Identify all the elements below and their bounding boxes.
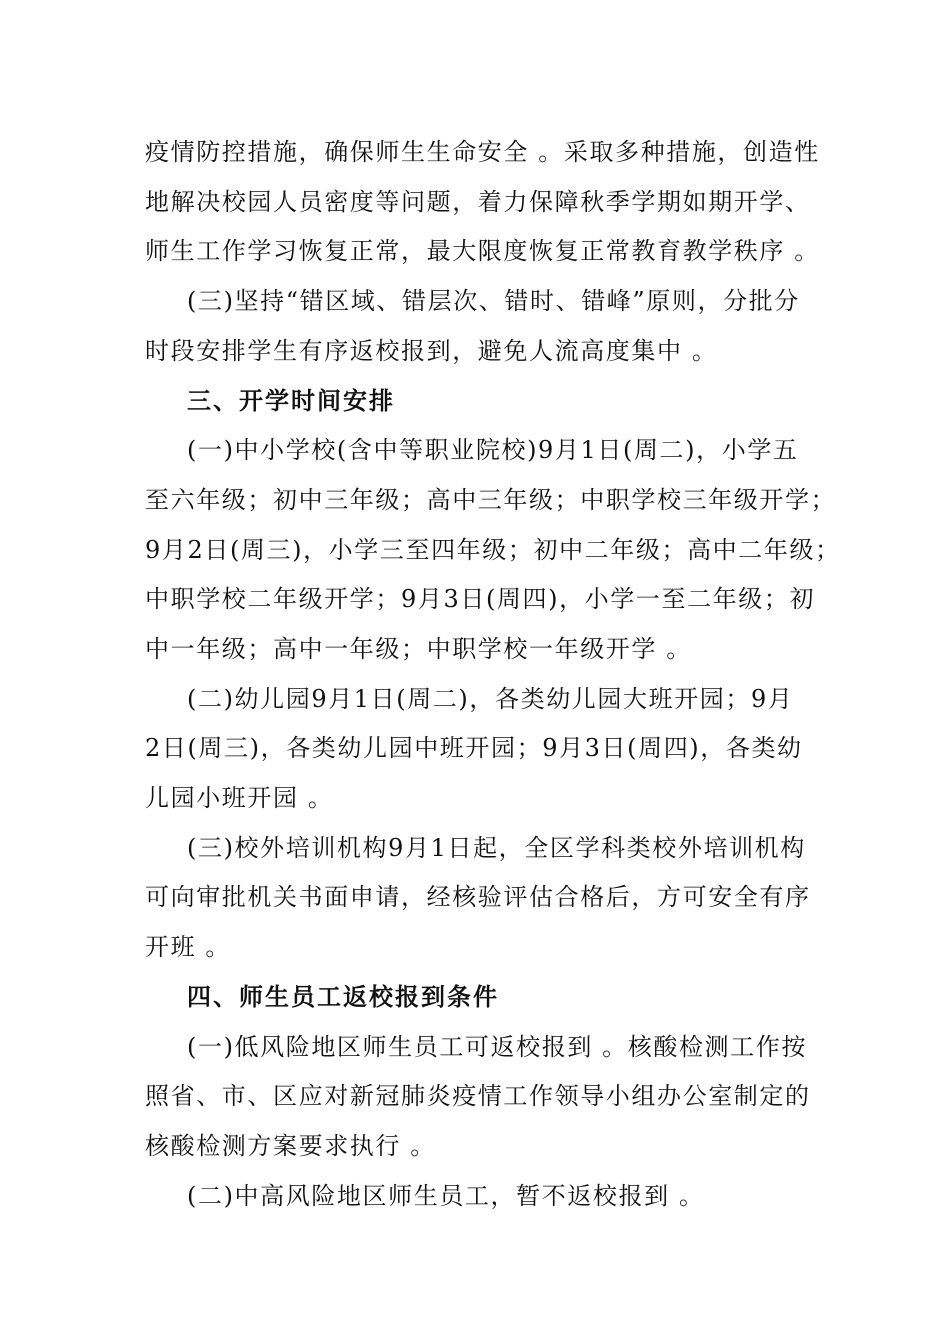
paragraph-line: 中职学校二年级开学；9月3日(周四)，小学一至二年级；初 xyxy=(145,585,816,613)
section-heading: 三、开学时间安排 xyxy=(187,387,395,415)
paragraph-line: (一)低风险地区师生员工可返校报到 。核酸检测工作按 xyxy=(187,1033,807,1061)
paragraph-line: 儿园小班开园 。 xyxy=(145,784,334,812)
paragraph-line: 可向审批机关书面申请，经核验评估合格后，方可安全有序 xyxy=(145,883,811,911)
paragraph-line: (二)中高风险地区师生员工，暂不返校报到 。 xyxy=(187,1182,705,1210)
paragraph-line: 开班 。 xyxy=(145,933,232,961)
paragraph-line: 核酸检测方案要求执行 。 xyxy=(145,1132,436,1160)
paragraph-line: 照省、市、区应对新冠肺炎疫情工作领导小组办公室制定的 xyxy=(145,1082,811,1110)
paragraph-line: 9月2日(周三)，小学三至四年级；初中二年级；高中二年级； xyxy=(145,536,841,564)
paragraph-line: (一)中小学校(含中等职业院校)9月1日(周二)，小学五 xyxy=(187,436,799,464)
paragraph-line: 中一年级；高中一年级；中职学校一年级开学 。 xyxy=(145,635,692,663)
paragraph-line: (三)坚持“错区域、错层次、错时、错峰”原则，分批分 xyxy=(187,287,800,315)
paragraph-line: (二)幼儿园9月1日(周二)，各类幼儿园大班开园；9月 xyxy=(187,685,794,713)
paragraph-line: 地解决校园人员密度等问题，着力保障秋季学期如期开学、 xyxy=(145,188,811,216)
paragraph-line: 师生工作学习恢复正常，最大限度恢复正常教育教学秩序 。 xyxy=(145,237,820,265)
section-heading: 四、师生员工返校报到条件 xyxy=(187,983,499,1011)
paragraph-line: 2日(周三)，各类幼儿园中班开园；9月3日(周四)，各类幼 xyxy=(145,734,803,762)
paragraph-line: 疫情防控措施，确保师生生命安全 。采取多种措施，创造性 xyxy=(145,138,820,166)
paragraph-line: (三)校外培训机构9月1日起，全区学科类校外培训机构 xyxy=(187,834,806,862)
paragraph-line: 时段安排学生有序返校报到，避免人流高度集中 。 xyxy=(145,337,718,365)
paragraph-line: 至六年级；初中三年级；高中三年级；中职学校三年级开学； xyxy=(145,486,837,514)
